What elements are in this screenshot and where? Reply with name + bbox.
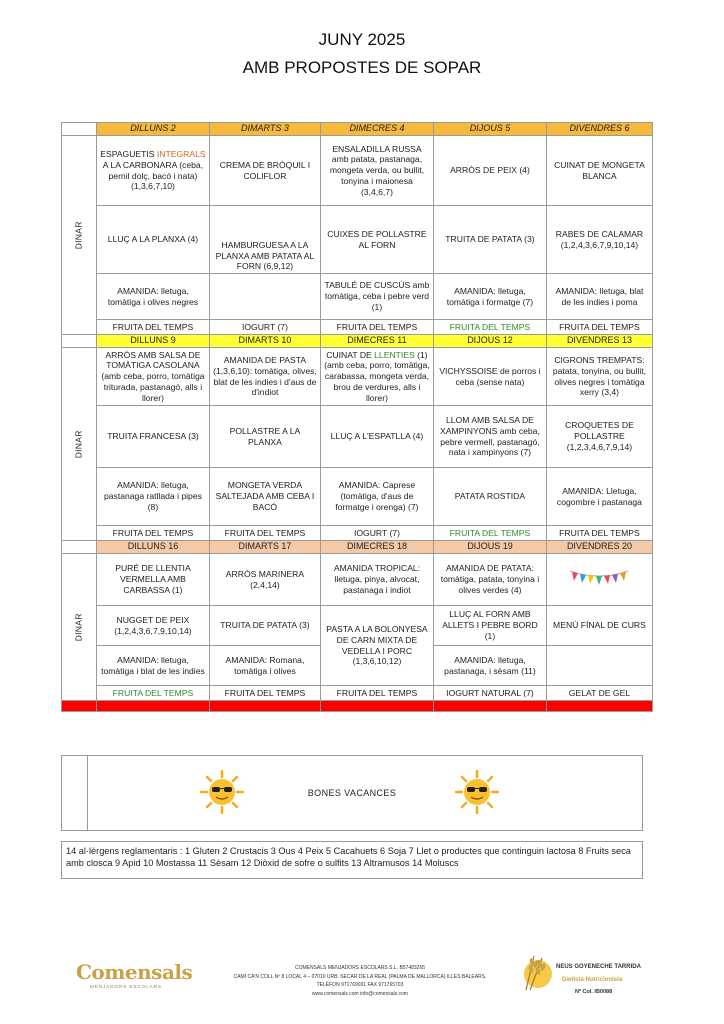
day-header: DIMECRES 11 bbox=[320, 335, 433, 348]
menu-cell: AMANIDA: Lletuga, cogombre i pastanaga bbox=[546, 468, 652, 526]
sun-with-sunglasses-icon bbox=[455, 770, 499, 814]
menu-cell: CUIXES DE POLLASTRE AL FORN bbox=[320, 206, 433, 274]
day-header: DIMARTS 3 bbox=[209, 123, 320, 136]
menu-cell bbox=[320, 348, 433, 406]
menu-cell: CUINAT DE MONGETA BLANCA bbox=[546, 136, 652, 206]
menu-cell: ARRÒS DE PEIX (4) bbox=[433, 136, 546, 206]
menu-cell: LLUÇ A L'ESPATLLA (4) bbox=[320, 406, 433, 468]
dessert-cell: FRUITA DEL TEMPS bbox=[96, 526, 209, 541]
day-header: DIMECRES 4 bbox=[320, 123, 433, 136]
day-header: DIMARTS 10 bbox=[209, 335, 320, 348]
company-info bbox=[220, 964, 500, 998]
dinar-label: DINAR bbox=[62, 554, 97, 701]
dessert-cell: GELAT DE GEL bbox=[546, 686, 652, 701]
menu-cell: TRUITA FRANCESA (3) bbox=[96, 406, 209, 468]
menu-table bbox=[61, 122, 653, 712]
pasta-text-a: ESPAGUETIS bbox=[100, 149, 157, 160]
menu-cell: TABULÉ DE CUSCÚS amb tomàtiga, ceba i pebre verd (1) bbox=[320, 274, 433, 320]
dessert-cell: FRUITA DEL TEMPS bbox=[96, 320, 209, 335]
dessert-cell: FRUITA DEL TEMPS bbox=[433, 526, 546, 541]
menu-cell: CROQUETES DE POLLASTRE (1,2,3,4,6,7,9,14) bbox=[546, 406, 652, 468]
company-phone: TELÈFON 971769031 FAX 971765703 bbox=[316, 982, 404, 988]
day-header: DILLUNS 2 bbox=[96, 123, 209, 136]
menu-cell bbox=[546, 554, 652, 606]
menu-cell: AMANIDA: Caprese (tomàtiga, d'aus de formatge i orenga) (7) bbox=[320, 468, 433, 526]
dietitian-title: Dietista-Nutricionista bbox=[562, 977, 623, 983]
dessert-cell: IOGURT NATURAL (7) bbox=[433, 686, 546, 701]
menu-cell: LLUÇ AL FORN AMB ALLETS I PEBRE BORD (1) bbox=[433, 606, 546, 646]
menu-cell: PASTA A LA BOLONYESA DE CARN MIXTA DE VEDELLA I PORC (1,3,6,10,12) bbox=[320, 606, 433, 686]
day-header: DIVENDRES 6 bbox=[546, 123, 652, 136]
menu-cell bbox=[209, 274, 320, 320]
dietitian-collegiate-number: Nº Col. IB0088 bbox=[575, 989, 613, 995]
menu-cell: AMANIDA DE PASTA (1,3,6,10): tomàtiga, olives, blat de les indies i d'aus de d'indiot bbox=[209, 348, 320, 406]
menu-cell: CREMA DE BRÒQUIL I COLIFLOR bbox=[209, 136, 320, 206]
menu-cell: AMANIDA: lletuga, pastanaga, i sèsam (11) bbox=[433, 646, 546, 686]
menu-cell: TRUITA DE PATATA (3) bbox=[433, 206, 546, 274]
page-subtitle: AMB PROPOSTES DE SOPAR bbox=[242, 58, 482, 77]
menu-cell: MONGETA VERDA SALTEJADA AMB CEBA I BACÓ bbox=[209, 468, 320, 526]
day-header: DIMECRES 18 bbox=[320, 541, 433, 554]
page-title: JUNY 2025 bbox=[318, 30, 406, 49]
dinar-label: DINAR bbox=[62, 348, 97, 541]
allergens-legend: 14 al·lèrgens reglamentaris : 1 Gluten 2 Crustacis 3 Ous 4 Peix 5 Cacahuets 6 Soja 7 Llet o productes que continguin lactosa 8 Fruits seca amb closca 9 Apid 10 Mostassa 11 Sèsam 12 Diòxid de sofre o sulfits 13 Altramusos 14 Moluscs bbox=[61, 841, 643, 879]
menu-cell bbox=[96, 136, 209, 206]
menu-cell: AMANIDA: lletuga, blat de les indies i poma bbox=[546, 274, 652, 320]
dinar-label: DINAR bbox=[62, 136, 97, 335]
menu-cell: MENÚ FÍNAL DE CURS bbox=[546, 606, 652, 646]
menu-cell: PURÉ DE LLENTIA VERMELLA AMB CARBASSA (1) bbox=[96, 554, 209, 606]
day-header: DIMARTS 17 bbox=[209, 541, 320, 554]
menu-cell: AMANIDA: Romana, tomàtiga i olives bbox=[209, 646, 320, 686]
footer bbox=[0, 950, 724, 1010]
menu-cell: HAMBURGUESA A LA PLANXA AMB PATATA AL FORN (6,9,12) bbox=[209, 206, 320, 274]
day-header: DIVENDRES 20 bbox=[546, 541, 652, 554]
menu-cell: VICHYSSOISE de porros i ceba (sense nata) bbox=[433, 348, 546, 406]
menu-cell: AMANIDA: lletuga, tomàtiga i olives negres bbox=[96, 274, 209, 320]
day-header: DILLUNS 16 bbox=[96, 541, 209, 554]
dessert-cell: IOGURT (7) bbox=[209, 320, 320, 335]
wheat-logo-icon bbox=[516, 950, 554, 992]
menu-cell: AMANIDA DE PATATA: tomàtiga, patata, tonyina i olives verdes (4) bbox=[433, 554, 546, 606]
menu-cell: LLUÇ A LA PLANXA (4) bbox=[96, 206, 209, 274]
menu-cell: POLLASTRE A LA PLANXA bbox=[209, 406, 320, 468]
highlight-integrals: INTEGRALS bbox=[156, 149, 206, 160]
menu-cell: ARRÒS MARINERA (2,4,14) bbox=[209, 554, 320, 606]
menu-cell: NUGGET DE PEIX (1,2,4,3,6,7,9,10,14) bbox=[96, 606, 209, 646]
week-header-row bbox=[62, 335, 653, 348]
menu-cell bbox=[546, 646, 652, 686]
menu-cell: AMANIDA TROPICAL: lletuga, pinya, alvocat, pastanaga i indiot bbox=[320, 554, 433, 606]
menu-cell: LLOM AMB SALSA DE XAMPINYONS amb ceba, pebre vermell, pastanagó, nata i xampinyons (7) bbox=[433, 406, 546, 468]
dessert-cell: IOGURT (7) bbox=[320, 526, 433, 541]
week-header-row bbox=[62, 541, 653, 554]
highlight-llenties: LLENTIES bbox=[374, 349, 415, 360]
vacances-box bbox=[61, 755, 643, 831]
party-bunting-icon bbox=[568, 567, 630, 589]
end-of-course-bar bbox=[62, 701, 653, 712]
company-web: www.comensals.com info@comensals.com bbox=[312, 990, 408, 997]
day-header: DILLUNS 9 bbox=[96, 335, 209, 348]
menu-cell: RABES DE CALAMAR (1,2,4,3,6,7,9,10,14) bbox=[546, 206, 652, 274]
day-header: DIJOUS 12 bbox=[433, 335, 546, 348]
comensals-logo-subtitle: MENJADORS ESCOLARS bbox=[90, 984, 163, 989]
comensals-logo: Comensals bbox=[76, 960, 193, 984]
day-header: DIJOUS 5 bbox=[433, 123, 546, 136]
company-name: COMENSALS MENJADORS ESCOLARS S.L. B57483265 bbox=[294, 965, 426, 971]
menu-cell: TRUITA DE PATATA (3) bbox=[209, 606, 320, 646]
dessert-cell: FRUITA DEL TEMPS bbox=[209, 526, 320, 541]
pasta-text-b: A LA CARBONARA (ceba, pernil dolç, bacó i nata) (1,3,6,7,10) bbox=[102, 159, 204, 192]
menu-cell: PATATA ROSTIDA bbox=[433, 468, 546, 526]
dessert-cell: FRUITA DEL TEMPS bbox=[320, 686, 433, 701]
week-header-row bbox=[62, 123, 653, 136]
dessert-cell: FRUITA DEL TEMPS bbox=[546, 320, 652, 335]
menu-cell: ARRÒS AMB SALSA DE TOMÀTIGA CASOLANA (amb ceba, porro, tomàtiga triturada, pastanagó, alls i llorer) bbox=[96, 348, 209, 406]
company-address: CAMÍ CA'N COLL Nº 8 LOCAL 4 – 07010 URB. SECAR DE LA REAL (PALMA DE MALLORCA) ILLES BALEARS. bbox=[233, 973, 487, 980]
dessert-cell: FRUITA DEL TEMPS bbox=[433, 320, 546, 335]
dessert-cell: FRUITA DEL TEMPS bbox=[546, 526, 652, 541]
dessert-cell: FRUITA DEL TEMPS bbox=[209, 686, 320, 701]
menu-cell: AMANIDA: lletuga, pastanaga ratllada i pipes (8) bbox=[96, 468, 209, 526]
dessert-cell: FRUITA DEL TEMPS bbox=[96, 686, 209, 701]
menu-cell: AMANIDA: lletuga, tomàtiga i formatge (7) bbox=[433, 274, 546, 320]
dietitian-name: NEUS GOYENECHE TARRIDA bbox=[556, 964, 641, 970]
day-header: DIJOUS 19 bbox=[433, 541, 546, 554]
lentil-text-b: (1) (amb ceba, porro, tomàtiga, carabassa, mongeta verda, brou de verdures, alls i llorer) bbox=[324, 349, 430, 403]
day-header: DIVENDRES 13 bbox=[546, 335, 652, 348]
menu-cell: AMANIDA: lletuga, tomàtiga i blat de les indies bbox=[96, 646, 209, 686]
menu-cell: CIGRONS TREMPATS: patata, tonyina, ou bullit, olives negres i tomàtiga xerry (3,4) bbox=[546, 348, 652, 406]
menu-cell: ENSALADILLA RUSSA amb patata, pastanaga, mongeta verda, ou bullit, tonyina i maionesa (3,4,6,7) bbox=[320, 136, 433, 206]
bones-vacances-text: BONES VACANCES bbox=[307, 788, 397, 798]
dessert-cell: FRUITA DEL TEMPS bbox=[320, 320, 433, 335]
lentil-text-a: CUINAT DE bbox=[326, 349, 375, 360]
